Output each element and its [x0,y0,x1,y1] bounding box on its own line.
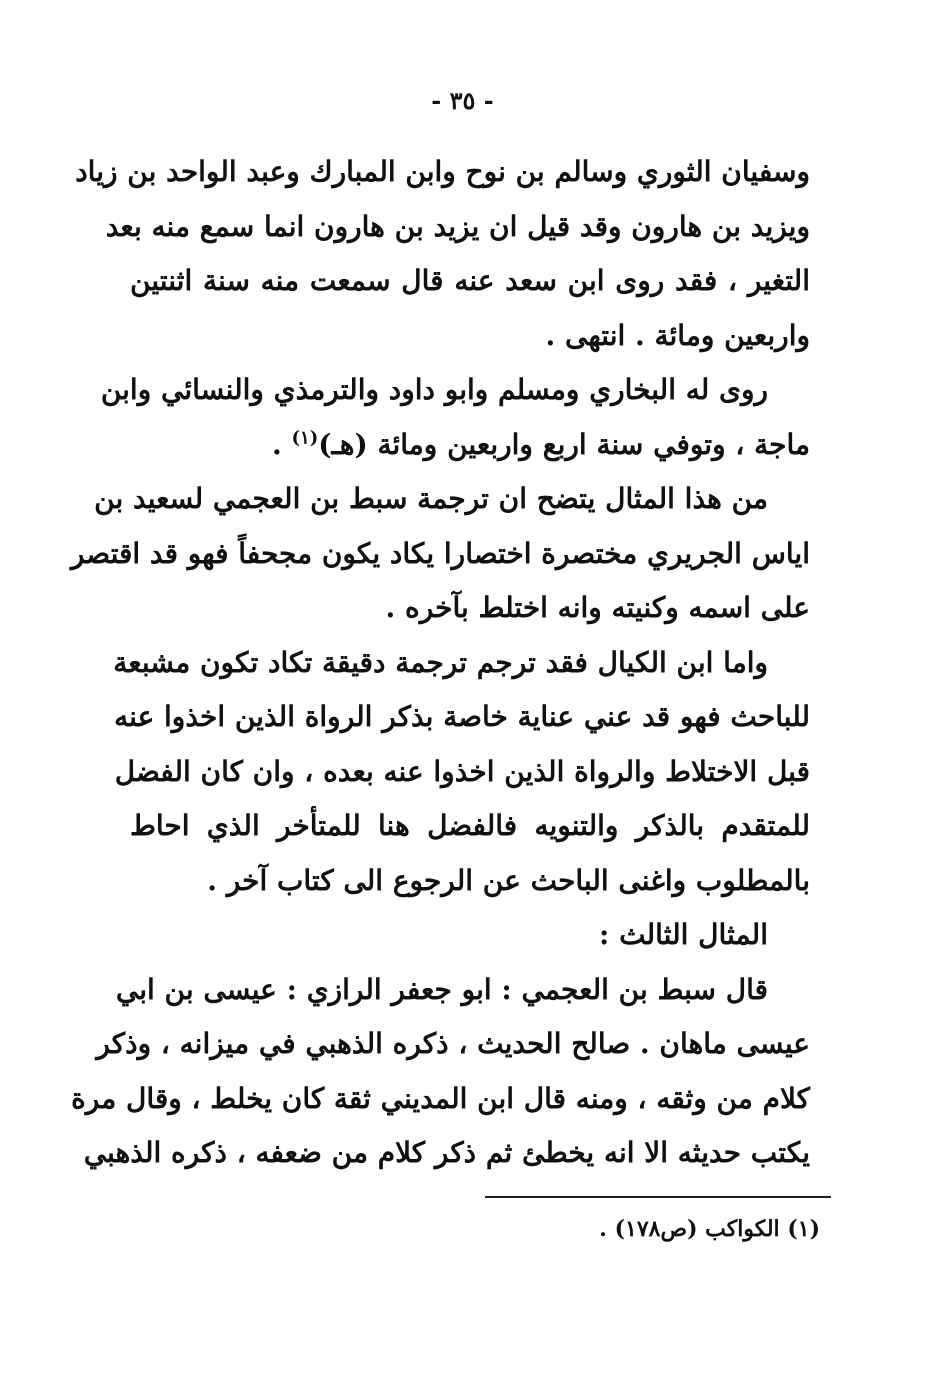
text-line-content: ماجة ، وتوفي سنة اربع واربعين ومائة (هـ) [318,427,810,461]
footnote: (١) الكواكب (ص١٧٨) . [599,1216,820,1242]
text-line: قبل الاختلاط والرواة الذين اخذوا عنه بعده ، وان كان الفضل [114,754,810,788]
text-line-tail: . [272,427,292,461]
text-line: وسفيان الثوري وسالم بن نوح وابن المبارك وعبد الواحد بن زياد [75,155,810,188]
body-text [70,145,810,1181]
section-heading: المثال الثالث : [599,918,768,951]
text-line: يكتب حديثه الا انه يخطئ ثم ذكر كلام من ضعفه ، ذكره الذهبي [83,1136,810,1169]
text-line: عيسى ماهان . صالح الحديث ، ذكره الذهبي في ميزانه ، وذكر [96,1027,810,1060]
footnote-divider [485,1196,831,1198]
text-line: من هذا المثال يتضح ان ترجمة سبط بن العجمي لسعيد بن [94,482,768,515]
page-number: - ٣٥ - [431,86,494,115]
text-line: ويزيد بن هارون وقد قيل ان يزيد بن هارون انما سمع منه بعد [105,209,810,243]
footnote-reference: (١) [291,427,319,449]
text-line: للمتقدم بالذكر والتنويه فالفضل هنا للمتأخر الذي احاط [130,809,810,842]
text-line: واربعين ومائة . انتهى . [545,318,810,352]
text-line: اياس الجريري مختصرة اختصارا يكاد يكون مجحفاً فهو قد اقتصر [70,536,810,570]
text-line: على اسمه وكنيته وانه اختلط بآخره . [385,591,810,624]
text-line: التغير ، فقد روى ابن سعد عنه قال سمعت منه سنة اثنتين [130,264,810,297]
text-line-with-footnote [130,418,810,473]
text-line: بالمطلوب واغنى الباحث عن الرجوع الى كتاب آخر . [207,863,810,897]
text-line: قال سبط بن العجمي : ابو جعفر الرازي : عيسى بن ابي [115,972,768,1006]
text-line: روى له البخاري ومسلم وابو داود والترمذي والنسائي وابن [100,373,768,406]
text-line: كلام من وثقه ، ومنه قال ابن المديني ثقة كان يخلط ، وقال مرة [71,1081,810,1115]
text-line: للباحث فهو قد عني عناية خاصة بذكر الرواة الذين اخذوا عنه [114,700,810,733]
text-line: واما ابن الكيال فقد ترجم ترجمة دقيقة تكاد تكون مشبعة [113,645,768,679]
